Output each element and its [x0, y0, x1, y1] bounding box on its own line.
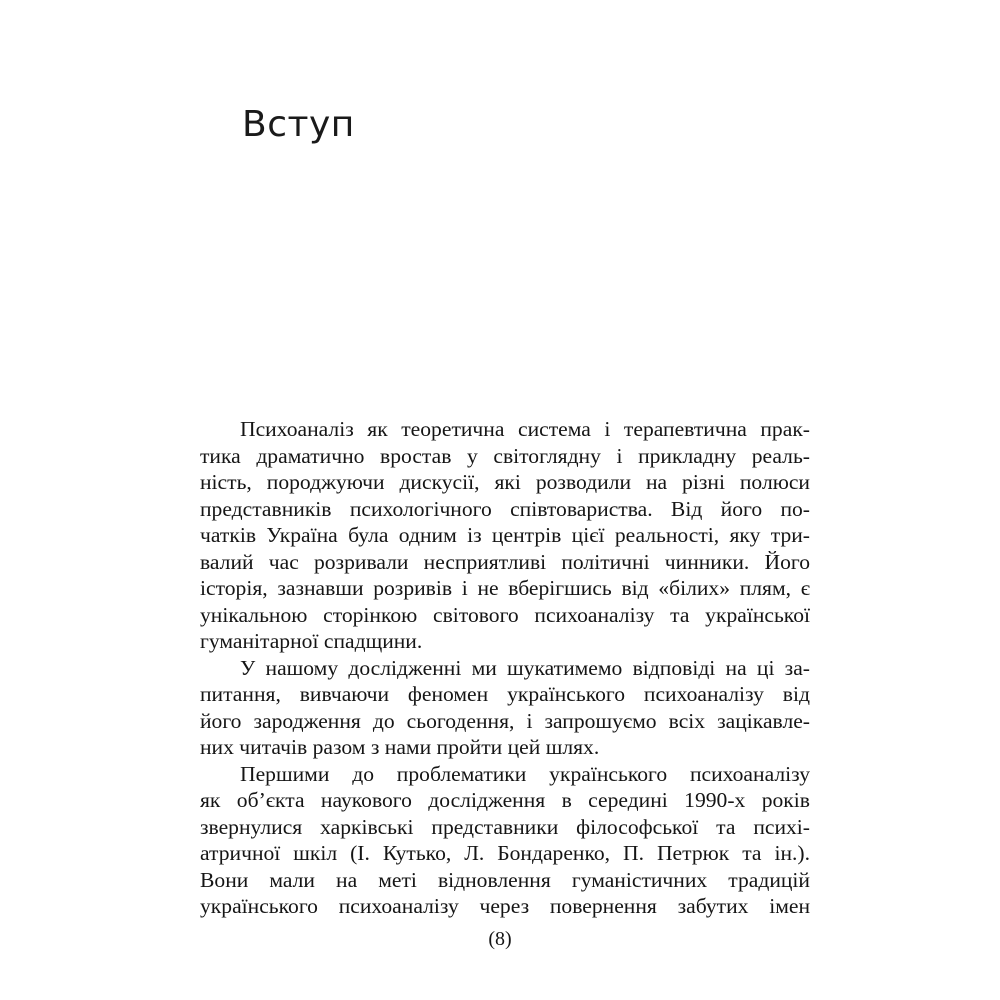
text-line: ність, породжуючи дискусії, які розводили на різні полюси: [200, 470, 810, 494]
text-line: них читачів разом з нами пройти цей шлях.: [200, 735, 600, 759]
text-line: питання, вивчаючи феномен українського психоаналізу від: [200, 682, 810, 706]
text-line: Психоаналіз як теоретична система і терапевтична прак-: [240, 417, 810, 441]
text-line: тика драматично вростав у світоглядну і прикладну реаль-: [200, 443, 810, 468]
text-line: Першими до проблематики українського психоаналізу: [240, 761, 810, 786]
body-text: [200, 416, 810, 920]
text-line: його зародження до сьогодення, і запрошуємо всіх зацікавле-: [200, 708, 810, 733]
text-line: гуманітарної спадщини.: [200, 629, 423, 653]
text-line: Вони мали на меті відновлення гуманістичних традицій: [200, 867, 810, 892]
text-line: валий час розривали несприятливі політичні чинники. Його: [200, 549, 810, 574]
text-line: українського психоаналізу через повернення забутих імен: [200, 894, 810, 918]
text-line: історія, зазнавши розривів і не вберігшись від «білих» плям, є: [200, 576, 810, 600]
text-line: звернулися харківські представники філософської та психі-: [200, 814, 810, 839]
text-line: У нашому дослідженні ми шукатимемо відповіді на ці за-: [240, 655, 810, 680]
text-line: унікальною сторінкою світового психоаналізу та української: [200, 602, 810, 627]
text-line: чатків Україна була одним із центрів цієї реальності, яку три-: [200, 523, 810, 547]
page-number: (8): [488, 928, 512, 950]
text-line: представників психологічного співтовариства. Від його по-: [200, 496, 810, 521]
chapter-title: Вступ: [242, 104, 355, 145]
text-line: як об’єкта наукового дослідження в середині 1990-х років: [200, 788, 810, 812]
text-line: атричної шкіл (І. Кутько, Л. Бондаренко, П. Петрюк та ін.).: [200, 841, 810, 865]
